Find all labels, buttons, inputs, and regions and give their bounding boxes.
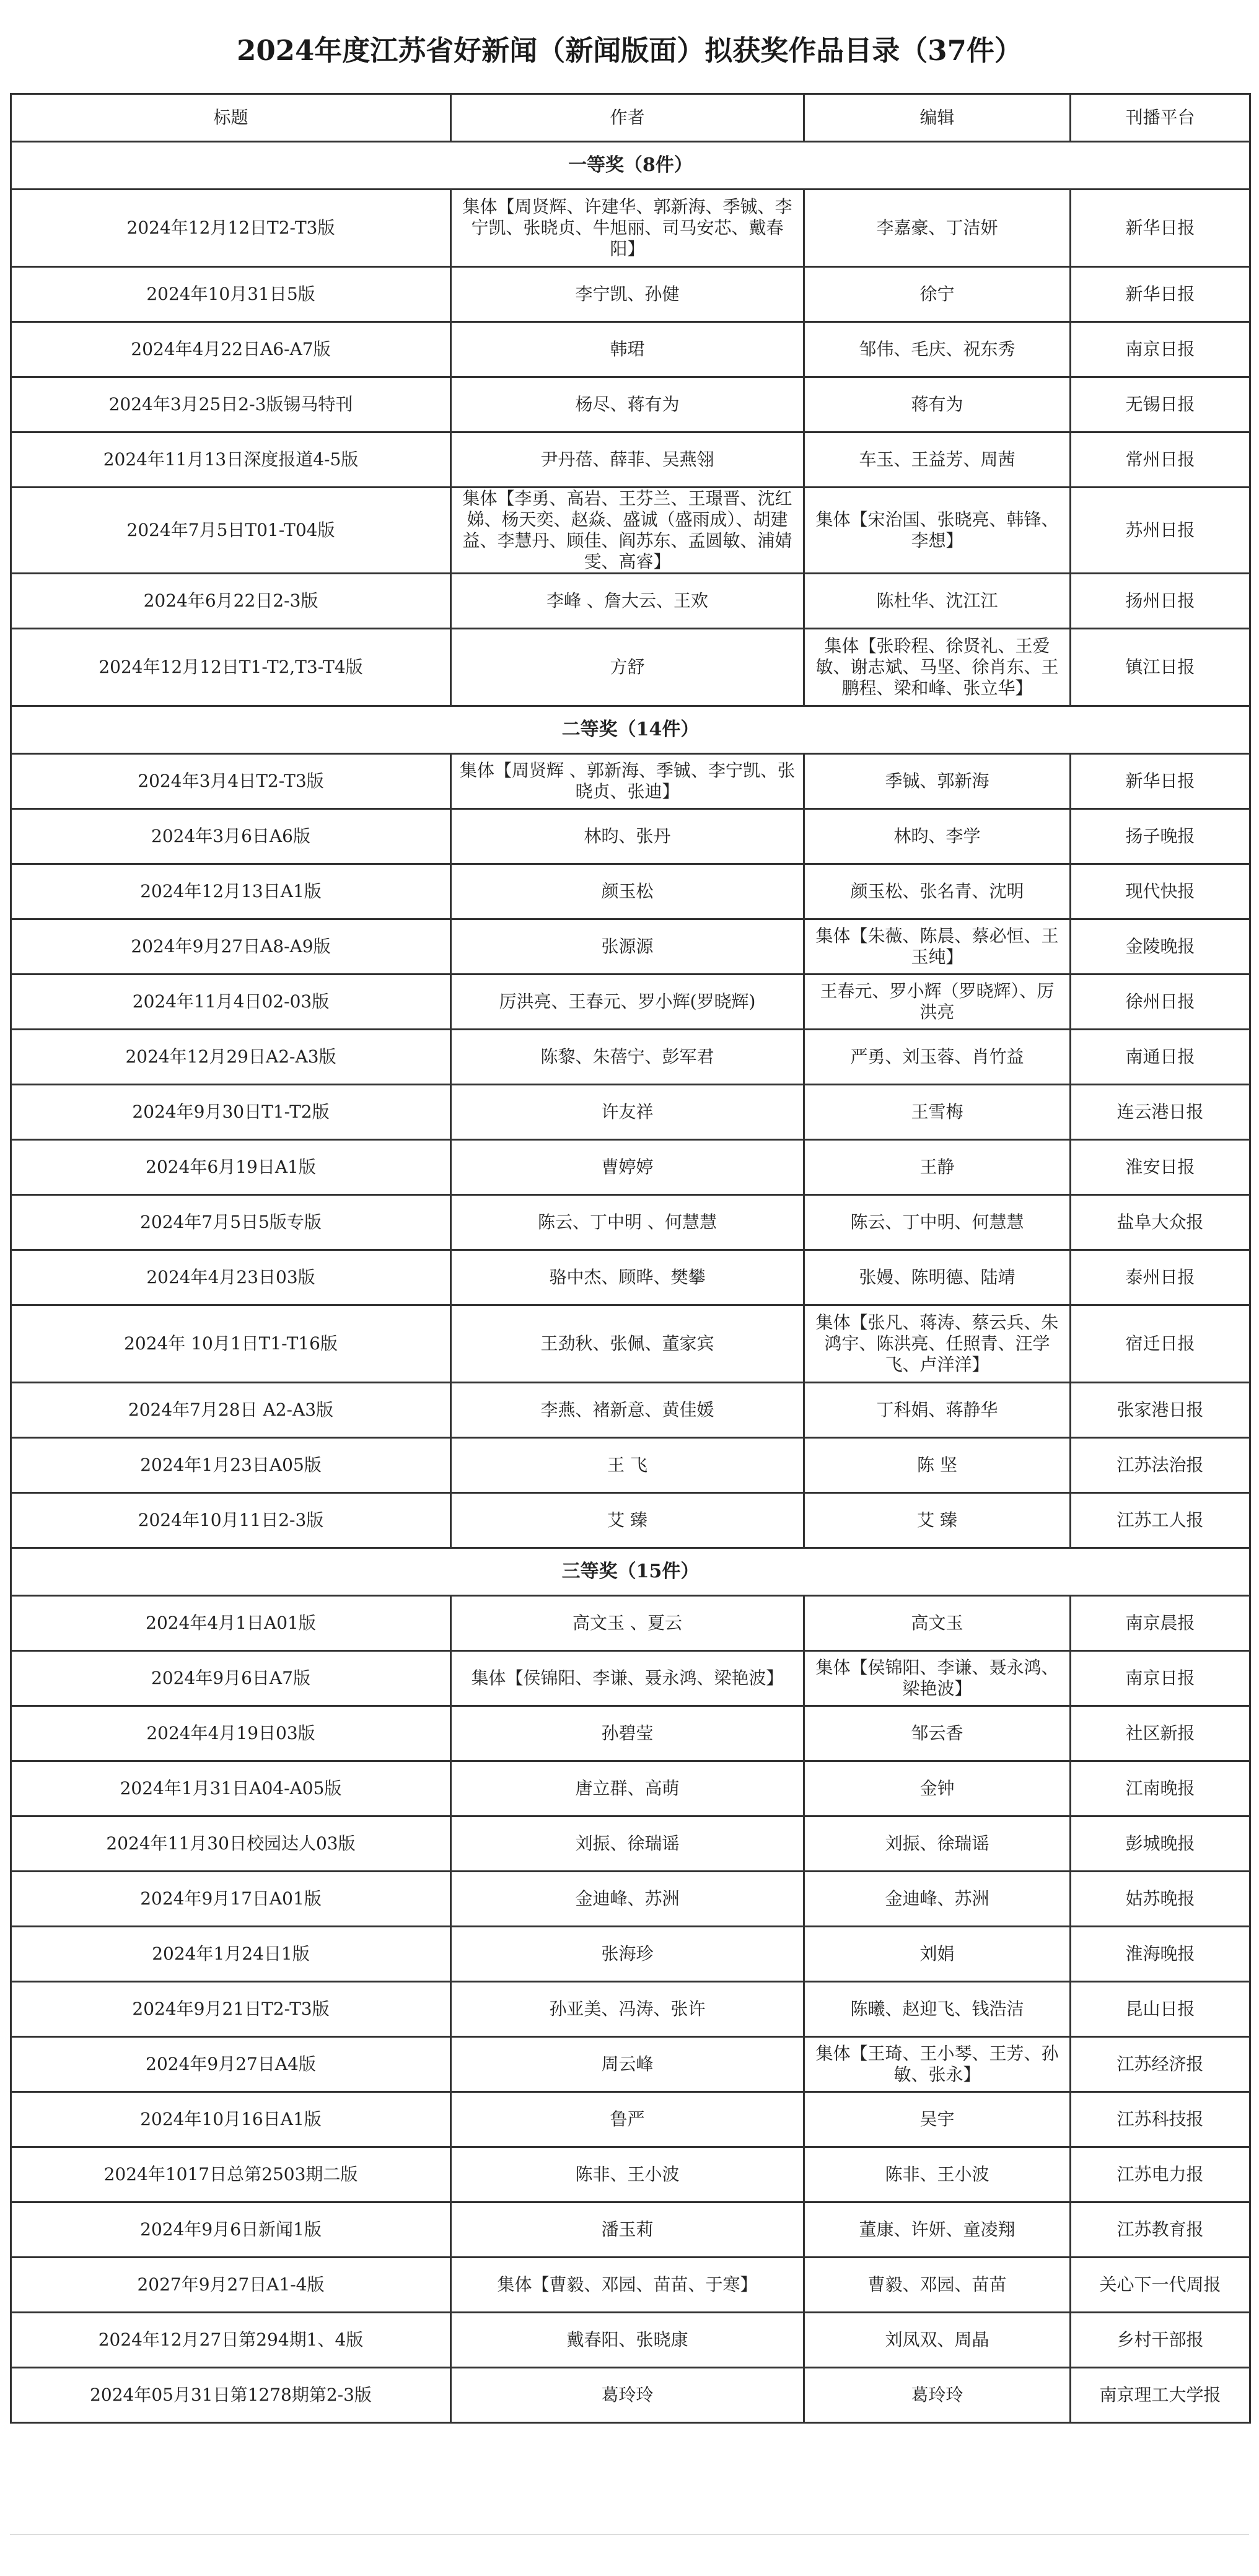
cell-platform: 盐阜大众报 [1071, 1195, 1250, 1250]
table-row [11, 2037, 1250, 2092]
cell-title: 2024年7月5日T01-T04版 [11, 488, 451, 574]
cell-platform: 宿迁日报 [1071, 1305, 1250, 1383]
table-row [11, 1030, 1250, 1085]
cell-author: 李宁凯、孙健 [451, 267, 804, 322]
table-row [11, 2313, 1250, 2368]
page-bottom-rule [10, 2534, 1249, 2535]
cell-platform: 泰州日报 [1071, 1250, 1250, 1305]
cell-author: 集体【曹毅、邓园、苗苗、于寒】 [451, 2258, 804, 2313]
cell-platform: 江苏教育报 [1071, 2202, 1250, 2258]
cell-platform: 社区新报 [1071, 1706, 1250, 1761]
cell-title: 2024年3月25日2-3版锡马特刊 [11, 377, 451, 432]
table-header-row [11, 94, 1250, 142]
cell-platform: 连云港日报 [1071, 1085, 1250, 1140]
section-row [11, 706, 1250, 754]
table-row [11, 190, 1250, 267]
table-row [11, 975, 1250, 1030]
table-row [11, 1305, 1250, 1383]
cell-author: 陈云、丁中明 、何慧慧 [451, 1195, 804, 1250]
cell-platform: 江苏科技报 [1071, 2092, 1250, 2147]
cell-title: 2024年12月13日A1版 [11, 864, 451, 919]
table-row [11, 809, 1250, 864]
cell-title: 2024年12月12日T1-T2,T3-T4版 [11, 629, 451, 706]
cell-title: 2024年12月27日第294期1、4版 [11, 2313, 451, 2368]
section-label: 三等奖（15件） [11, 1548, 1250, 1596]
cell-author: 厉洪亮、王春元、罗小辉(罗晓辉) [451, 975, 804, 1030]
table-row [11, 574, 1250, 629]
cell-platform: 江苏法治报 [1071, 1438, 1250, 1493]
cell-title: 2024年4月19日03版 [11, 1706, 451, 1761]
cell-title: 2024年3月6日A6版 [11, 809, 451, 864]
cell-editor: 陈 坚 [804, 1438, 1071, 1493]
cell-platform: 江苏经济报 [1071, 2037, 1250, 2092]
cell-author: 王劲秋、张佩、董家宾 [451, 1305, 804, 1383]
cell-author: 葛玲玲 [451, 2368, 804, 2423]
cell-editor: 蒋有为 [804, 377, 1071, 432]
table-row [11, 2202, 1250, 2258]
table-row [11, 488, 1250, 574]
cell-author: 戴春阳、张晓康 [451, 2313, 804, 2368]
cell-editor: 刘凤双、周晶 [804, 2313, 1071, 2368]
column-header-title: 标题 [11, 94, 451, 142]
cell-editor: 曹毅、邓园、苗苗 [804, 2258, 1071, 2313]
cell-author: 刘振、徐瑞谣 [451, 1816, 804, 1872]
cell-editor: 集体【侯锦阳、李谦、聂永鸿、梁艳波】 [804, 1651, 1071, 1706]
cell-editor: 集体【张聆程、徐贤礼、王爱敏、谢志斌、马坚、徐肖东、王鹏程、梁和峰、张立华】 [804, 629, 1071, 706]
awards-table [10, 93, 1251, 2424]
cell-editor: 车玉、王益芳、周茜 [804, 432, 1071, 488]
cell-platform: 关心下一代周报 [1071, 2258, 1250, 2313]
table-row [11, 1383, 1250, 1438]
cell-editor: 吴宇 [804, 2092, 1071, 2147]
cell-editor: 丁科娟、蒋静华 [804, 1383, 1071, 1438]
cell-platform: 南京日报 [1071, 1651, 1250, 1706]
cell-title: 2024年3月4日T2-T3版 [11, 754, 451, 809]
cell-platform: 新华日报 [1071, 190, 1250, 267]
table-row [11, 1438, 1250, 1493]
cell-author: 王 飞 [451, 1438, 804, 1493]
cell-title: 2024年4月1日A01版 [11, 1596, 451, 1651]
cell-author: 颜玉松 [451, 864, 804, 919]
cell-platform: 扬州日报 [1071, 574, 1250, 629]
cell-platform: 张家港日报 [1071, 1383, 1250, 1438]
cell-title: 2024年12月29日A2-A3版 [11, 1030, 451, 1085]
cell-title: 2024年1017日总第2503期二版 [11, 2147, 451, 2202]
cell-editor: 邹云香 [804, 1706, 1071, 1761]
cell-title: 2024年05月31日第1278期第2-3版 [11, 2368, 451, 2423]
table-row [11, 1816, 1250, 1872]
cell-title: 2024年9月6日新闻1版 [11, 2202, 451, 2258]
table-row [11, 1761, 1250, 1816]
table-row [11, 919, 1250, 975]
cell-title: 2024年12月12日T2-T3版 [11, 190, 451, 267]
cell-title: 2024年11月13日深度报道4-5版 [11, 432, 451, 488]
cell-author: 集体【李勇、高岩、王芬兰、王璟晋、沈红娣、杨天奕、赵焱、盛诚（盛雨成）、胡建益、李慧丹、顾佳、阎苏东、孟圆敏、浦婧雯、高睿】 [451, 488, 804, 574]
cell-title: 2024年10月16日A1版 [11, 2092, 451, 2147]
cell-platform: 南通日报 [1071, 1030, 1250, 1085]
cell-editor: 艾 臻 [804, 1493, 1071, 1548]
cell-author: 方舒 [451, 629, 804, 706]
cell-title: 2024年9月27日A4版 [11, 2037, 451, 2092]
cell-author: 骆中杰、顾晔、樊攀 [451, 1250, 804, 1305]
cell-platform: 姑苏晚报 [1071, 1872, 1250, 1927]
cell-platform: 常州日报 [1071, 432, 1250, 488]
table-row [11, 1493, 1250, 1548]
section-label: 二等奖（14件） [11, 706, 1250, 754]
table-row [11, 1927, 1250, 1982]
table-row [11, 2147, 1250, 2202]
cell-platform: 江苏电力报 [1071, 2147, 1250, 2202]
cell-platform: 昆山日报 [1071, 1982, 1250, 2037]
cell-platform: 新华日报 [1071, 754, 1250, 809]
cell-platform: 扬子晚报 [1071, 809, 1250, 864]
cell-editor: 王静 [804, 1140, 1071, 1195]
cell-editor: 季铖、郭新海 [804, 754, 1071, 809]
cell-title: 2024年11月4日02-03版 [11, 975, 451, 1030]
cell-title: 2024年7月5日5版专版 [11, 1195, 451, 1250]
cell-editor: 金钟 [804, 1761, 1071, 1816]
cell-editor: 颜玉松、张名青、沈明 [804, 864, 1071, 919]
section-row [11, 142, 1250, 190]
table-row [11, 2368, 1250, 2423]
cell-platform: 南京晨报 [1071, 1596, 1250, 1651]
cell-author: 集体【周贤辉、许建华、郭新海、季铖、李宁凯、张晓贞、牛旭丽、司马安芯、戴春阳】 [451, 190, 804, 267]
cell-title: 2024年1月23日A05版 [11, 1438, 451, 1493]
cell-editor: 严勇、刘玉蓉、肖竹益 [804, 1030, 1071, 1085]
cell-author: 潘玉莉 [451, 2202, 804, 2258]
cell-editor: 陈曦、赵迎飞、钱浩洁 [804, 1982, 1071, 2037]
cell-author: 杨尽、蒋有为 [451, 377, 804, 432]
cell-editor: 葛玲玲 [804, 2368, 1071, 2423]
cell-author: 孙亚美、冯涛、张许 [451, 1982, 804, 2037]
cell-platform: 徐州日报 [1071, 975, 1250, 1030]
cell-editor: 陈云、丁中明、何慧慧 [804, 1195, 1071, 1250]
cell-editor: 集体【朱薇、陈晨、蔡必恒、王玉纯】 [804, 919, 1071, 975]
cell-editor: 高文玉 [804, 1596, 1071, 1651]
cell-editor: 集体【宋治国、张晓亮、韩锋、李想】 [804, 488, 1071, 574]
cell-title: 2024年6月22日2-3版 [11, 574, 451, 629]
cell-author: 韩珺 [451, 322, 804, 377]
cell-author: 唐立群、高萌 [451, 1761, 804, 1816]
column-header-author: 作者 [451, 94, 804, 142]
cell-author: 张源源 [451, 919, 804, 975]
table-row [11, 2092, 1250, 2147]
cell-author: 李燕、褚新意、黄佳媛 [451, 1383, 804, 1438]
cell-editor: 林昀、李学 [804, 809, 1071, 864]
table-body [11, 142, 1250, 2423]
cell-title: 2024年9月30日T1-T2版 [11, 1085, 451, 1140]
section-label: 一等奖（8件） [11, 142, 1250, 190]
table-row [11, 629, 1250, 706]
cell-platform: 江南晚报 [1071, 1761, 1250, 1816]
cell-platform: 南京日报 [1071, 322, 1250, 377]
cell-platform: 乡村干部报 [1071, 2313, 1250, 2368]
cell-author: 高文玉 、夏云 [451, 1596, 804, 1651]
cell-author: 张海珍 [451, 1927, 804, 1982]
cell-editor: 金迪峰、苏洲 [804, 1872, 1071, 1927]
table-row [11, 377, 1250, 432]
cell-title: 2024年9月21日T2-T3版 [11, 1982, 451, 2037]
cell-author: 曹婷婷 [451, 1140, 804, 1195]
cell-platform: 南京理工大学报 [1071, 2368, 1250, 2423]
cell-title: 2024年11月30日校园达人03版 [11, 1816, 451, 1872]
cell-title: 2024年9月27日A8-A9版 [11, 919, 451, 975]
cell-editor: 集体【王琦、王小琴、王芳、孙敏、张永】 [804, 2037, 1071, 2092]
cell-title: 2024年1月31日A04-A05版 [11, 1761, 451, 1816]
cell-title: 2024年4月23日03版 [11, 1250, 451, 1305]
cell-title: 2027年9月27日A1-4版 [11, 2258, 451, 2313]
cell-platform: 江苏工人报 [1071, 1493, 1250, 1548]
table-row [11, 754, 1250, 809]
table-row [11, 1085, 1250, 1140]
cell-title: 2024年4月22日A6-A7版 [11, 322, 451, 377]
cell-editor: 李嘉豪、丁洁妍 [804, 190, 1071, 267]
cell-title: 2024年10月31日5版 [11, 267, 451, 322]
cell-platform: 现代快报 [1071, 864, 1250, 919]
cell-editor: 刘娟 [804, 1927, 1071, 1982]
table-row [11, 1651, 1250, 1706]
table-row [11, 2258, 1250, 2313]
cell-platform: 无锡日报 [1071, 377, 1250, 432]
cell-platform: 淮安日报 [1071, 1140, 1250, 1195]
table-row [11, 864, 1250, 919]
cell-author: 金迪峰、苏洲 [451, 1872, 804, 1927]
cell-author: 艾 臻 [451, 1493, 804, 1548]
cell-title: 2024年9月17日A01版 [11, 1872, 451, 1927]
cell-title: 2024年7月28日 A2-A3版 [11, 1383, 451, 1438]
table-row [11, 322, 1250, 377]
cell-title: 2024年9月6日A7版 [11, 1651, 451, 1706]
cell-title: 2024年10月11日2-3版 [11, 1493, 451, 1548]
cell-author: 陈非、王小波 [451, 2147, 804, 2202]
table-row [11, 1140, 1250, 1195]
cell-author: 集体【周贤辉 、郭新海、季铖、李宁凯、张晓贞、张迪】 [451, 754, 804, 809]
cell-platform: 镇江日报 [1071, 629, 1250, 706]
section-row [11, 1548, 1250, 1596]
cell-editor: 邹伟、毛庆、祝东秀 [804, 322, 1071, 377]
table-row [11, 1195, 1250, 1250]
column-header-platform: 刊播平台 [1071, 94, 1250, 142]
cell-title: 2024年 10月1日T1-T16版 [11, 1305, 451, 1383]
cell-editor: 徐宁 [804, 267, 1071, 322]
cell-platform: 新华日报 [1071, 267, 1250, 322]
cell-platform: 苏州日报 [1071, 488, 1250, 574]
cell-author: 周云峰 [451, 2037, 804, 2092]
cell-title: 2024年6月19日A1版 [11, 1140, 451, 1195]
cell-author: 集体【侯锦阳、李谦、聂永鸿、梁艳波】 [451, 1651, 804, 1706]
cell-editor: 王春元、罗小辉（罗晓辉）、厉洪亮 [804, 975, 1071, 1030]
cell-editor: 张嫚、陈明德、陆靖 [804, 1250, 1071, 1305]
cell-title: 2024年1月24日1版 [11, 1927, 451, 1982]
table-row [11, 267, 1250, 322]
document-title: 2024年度江苏省好新闻（新闻版面）拟获奖作品目录（37件） [237, 34, 1022, 67]
cell-editor: 集体【张凡、蒋涛、蔡云兵、朱鸿宇、陈洪亮、任照青、汪学飞、卢洋洋】 [804, 1305, 1071, 1383]
cell-author: 陈黎、朱蓓宁、彭军君 [451, 1030, 804, 1085]
cell-author: 孙碧莹 [451, 1706, 804, 1761]
column-header-editor: 编辑 [804, 94, 1071, 142]
table-row [11, 1872, 1250, 1927]
cell-editor: 刘振、徐瑞谣 [804, 1816, 1071, 1872]
cell-platform: 金陵晚报 [1071, 919, 1250, 975]
cell-editor: 陈杜华、沈江江 [804, 574, 1071, 629]
cell-author: 许友祥 [451, 1085, 804, 1140]
cell-editor: 董康、许妍、童凌翔 [804, 2202, 1071, 2258]
cell-author: 李峰 、詹大云、王欢 [451, 574, 804, 629]
cell-editor: 陈非、王小波 [804, 2147, 1071, 2202]
table-row [11, 1982, 1250, 2037]
cell-author: 林昀、张丹 [451, 809, 804, 864]
cell-platform: 淮海晚报 [1071, 1927, 1250, 1982]
cell-platform: 彭城晚报 [1071, 1816, 1250, 1872]
table-row [11, 1596, 1250, 1651]
table-row [11, 1706, 1250, 1761]
cell-author: 鲁严 [451, 2092, 804, 2147]
cell-author: 尹丹蓓、薛菲、吴燕翎 [451, 432, 804, 488]
table-row [11, 1250, 1250, 1305]
cell-editor: 王雪梅 [804, 1085, 1071, 1140]
table-row [11, 432, 1250, 488]
